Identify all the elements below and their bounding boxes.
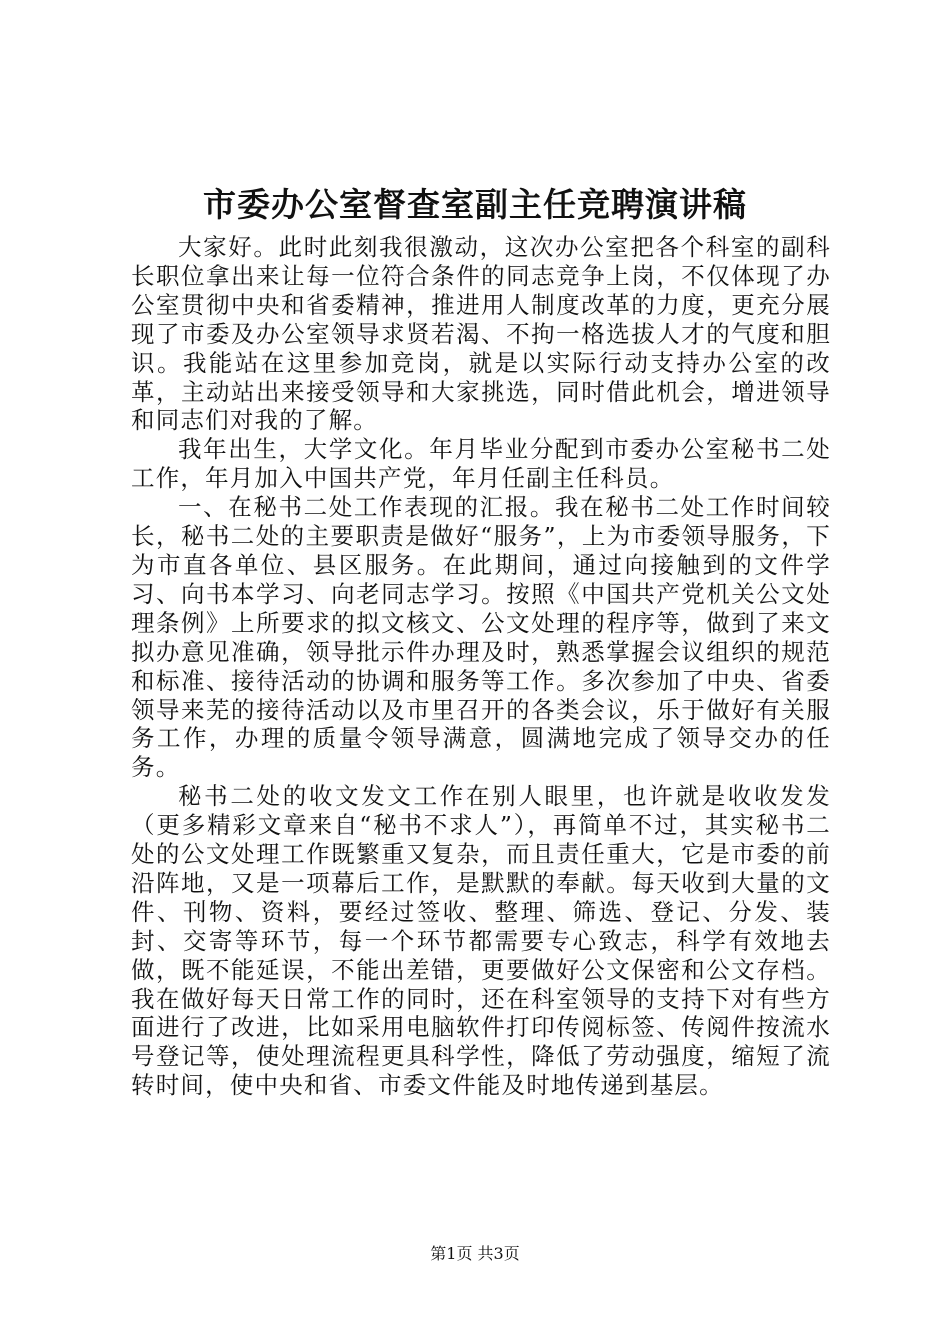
page-footer: 第1页 共3页 [430,1244,520,1263]
paragraph: 一、在秘书二处工作表现的汇报。我在秘书二处工作时间较长，秘书二处的主要职责是做好“服务”，上为市委领导服务，下为市直各单位、县区服务。在此期间，通过向接触到的文件学习、向书本学习、向老同志学习。按照《中国共产党机关公文处理条例》上所要求的拟文核文、公文处理的程序等，做到了来文拟办意见准确，领导批示件办理及时，熟悉掌握会议组织的规范和标准、接待活动的协调和服务等工作。多次参加了中央、省委领导来芜的接待活动以及市里召开的各类会议，乐于做好有关服务工作，办理的质量令领导满意，圆满地完成了领导交办的任务。 [131,493,831,782]
paragraph: 秘书二处的收文发文工作在别人眼里，也许就是收收发发（更多精彩文章来自“秘书不求人”），再简单不过，其实秘书二处的公文处理工作既繁重又复杂，而且责任重大，它是市委的前沿阵地，又是一项幕后工作，是默默的奉献。每天收到大量的文件、刊物、资料，要经过签收、整理、筛选、登记、分发、装封、交寄等环节，每一个环节都需要专心致志，科学有效地去做，既不能延误，不能出差错，更要做好公文保密和公文存档。我在做好每天日常工作的同时，还在科室领导的支持下对有些方面进行了改进，比如采用电脑软件打印传阅标签、传阅件按流水号登记等，使处理流程更具科学性，降低了劳动强度，缩短了流转时间，使中央和省、市委文件能及时地传递到基层。 [131,782,831,1100]
document-body [131,233,831,1100]
paragraph: 我年出生，大学文化。年月毕业分配到市委办公室秘书二处工作，年月加入中国共产党，年月任副主任科员。 [131,435,831,493]
paragraph: 大家好。此时此刻我很激动，这次办公室把各个科室的副科长职位拿出来让每一位符合条件的同志竞争上岗，不仅体现了办公室贯彻中央和省委精神，推进用人制度改革的力度，更充分展现了市委及办公室领导求贤若渴、不拘一格选拔人才的气度和胆识。我能站在这里参加竞岗，就是以实际行动支持办公室的改革，主动站出来接受领导和大家挑选，同时借此机会，增进领导和同志们对我的了解。 [131,233,831,435]
document-title: 市委办公室督查室副主任竞聘演讲稿 [203,185,747,224]
